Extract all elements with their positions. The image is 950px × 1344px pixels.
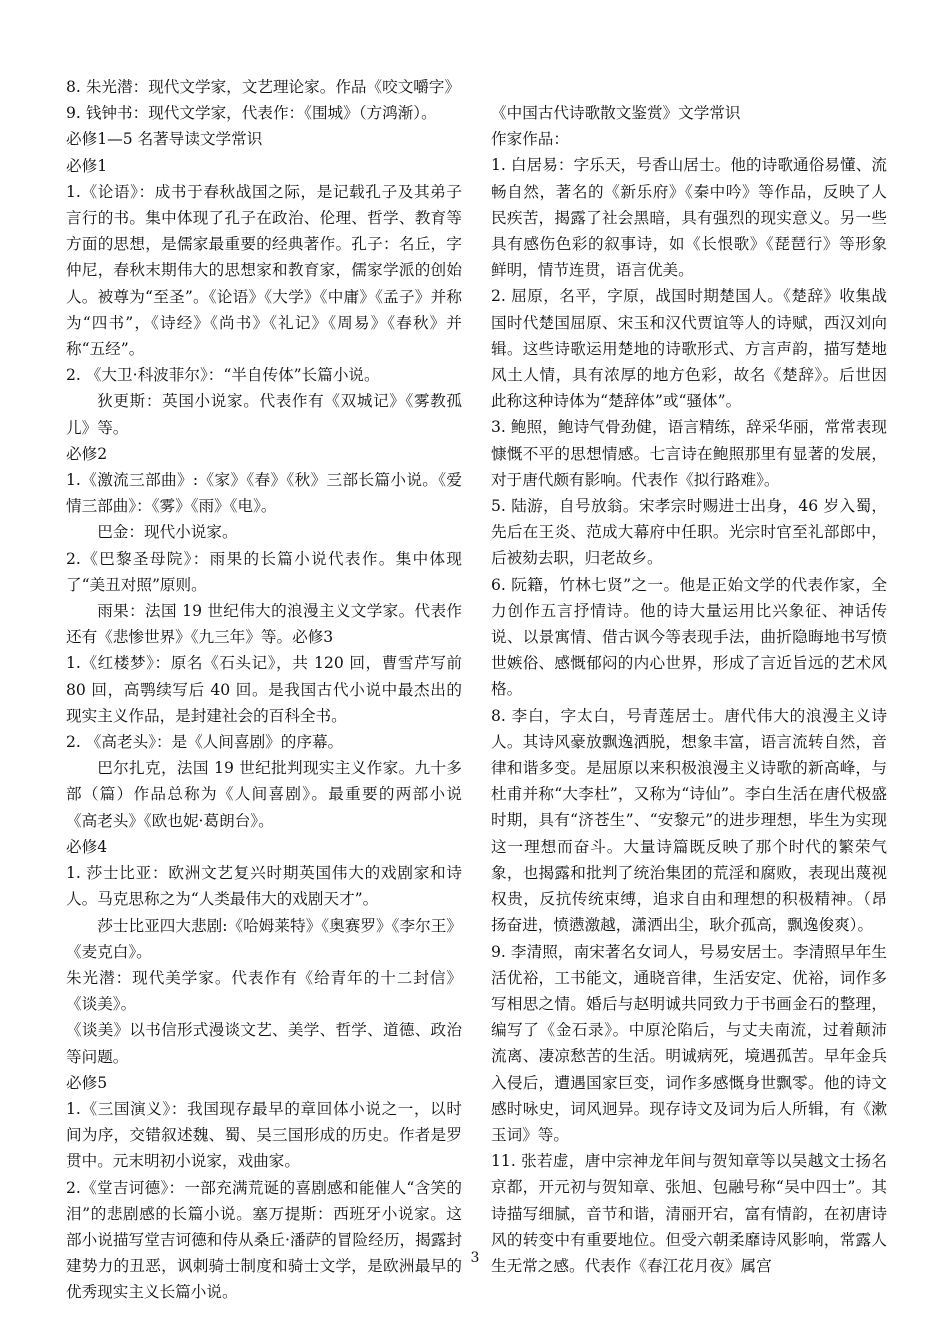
paragraph: 《中国古代诗歌散文鉴赏》文学常识: [491, 104, 741, 122]
left-column: [66, 74, 462, 1306]
paragraph: 9. 钱钟书：现代文学家，代表作：《围城》（方鸿渐）。: [66, 104, 437, 123]
paragraph: 2.《巴黎圣母院》：雨果的长篇小说代表作。集中体现了“美丑对照”原则。: [66, 549, 462, 594]
paragraph: 《谈美》以书信形式漫谈文艺、美学、哲学、道德、政治等问题。: [66, 1021, 462, 1066]
paragraph: 必修1: [66, 156, 108, 175]
page-number: 3: [470, 1250, 480, 1266]
paragraph: 1. 莎士比亚：欧洲文艺复兴时期英国伟大的戏剧家和诗人。马克思称之为“人类最伟大的戏剧天才”。: [66, 864, 462, 909]
paragraph: 2. 《高老头》：是《人间喜剧》的序幕。: [66, 733, 344, 752]
paragraph: 2. 《大卫·科波菲尔》：“半自传体”长篇小说。: [66, 366, 380, 385]
paragraph: 11. 张若虚，唐中宗神龙年间与贺知章等以吴越文士扬名京都，开元初与贺知章、张旭、包融号称“吴中四士”。其诗描写细腻，音节和谐，清丽开宕，富有情韵，在初唐诗风的转变中有重要地位。但受六朝柔靡诗风影响，常露人生无常之感。代表作《春江花月夜》属宫: [491, 1152, 887, 1275]
paragraph: 1.《论语》：成书于春秋战国之际，是记载孔子及其弟子言行的书。集中体现了孔子在政治、伦理、哲学、教育等方面的思想，是儒家最重要的经典著作。孔子：名丘，字仲尼，春秋末期伟大的思想家和教育家，儒家学派的创始人。被尊为“至圣”。《论语》《大学》《中庸》《孟子》并称为“四书”，《诗经》《尚书》《礼记》《周易》《春秋》并称“五经”。: [66, 182, 462, 359]
paragraph: 必修4: [66, 837, 108, 856]
paragraph: 8. 朱光潜：现代文学家，文艺理论家。作品《咬文嚼字》: [66, 78, 461, 96]
paragraph: 9. 李清照，南宋著名女词人，号易安居士。李清照早年生活优裕，工书能文，通晓音律，生活安定、优裕，词作多写相思之情。婚后与赵明诚共同致力于书画金石的整理，编写了《金石录》。中原沦陷后，与丈夫南流，过着颠沛流离、凄凉愁苦的生活。明诚病死，境遇孤苦。早年金兵入侵后，遭遇国家巨变，词作多感慨身世飘零。他的诗文感时咏史，词风迥异。现存诗文及词为后人所辑，有《漱玉词》等。: [491, 942, 887, 1144]
paragraph: 2.《堂吉诃德》：一部充满荒诞的喜剧感和能催人“含笑的泪”的悲剧感的长篇小说。塞万提斯：西班牙小说家。这部小说描写堂吉诃德和侍从桑丘·潘萨的冒险经历，揭露封建势力的丑恶，讽刺骑士制度和骑士文学，是欧洲最早的优秀现实主义长篇小说。: [66, 1178, 462, 1302]
paragraph: 6. 阮籍，竹林七贤”之一。他是正始文学的代表作家，全力创作五言抒情诗。他的诗大量运用比兴象征、神话传说、以景寓情、借古讽今等表现手法，曲折隐晦地书写愤世嫉俗、感慨郁闷的内心世界，形成了言近旨远的艺术风格。: [491, 575, 887, 699]
paragraph: 必修1—5 名著导读文学常识: [66, 130, 263, 149]
paragraph: 5. 陆游，自号放翁。宋孝宗时赐进士出身，46 岁入蜀，先后在王炎、范成大幕府中任职。光宗时官至礼部郎中，后被劾去职，归老故乡。: [491, 497, 887, 568]
paragraph: 莎士比亚四大悲剧:《哈姆莱特》《奥赛罗》《李尔王》《麦克白》。: [66, 916, 462, 961]
paragraph: 2. 屈原，名平，字原，战国时期楚国人。《楚辞》收集战国时代楚国屈原、宋玉和汉代贾谊等人的诗赋，西汉刘向辑。这些诗歌运用楚地的诗歌形式、方言声韵，描写楚地风土人情，具有浓厚的地方色彩，故名《楚辞》。后世因此称这种诗体为“楚辞体”或“骚体”。: [491, 287, 887, 411]
paragraph: 巴金：现代小说家。: [97, 523, 238, 542]
paragraph: 8. 李白，字太白，号青莲居士。唐代伟大的浪漫主义诗人。其诗风豪放飘逸洒脱，想象丰富，语言流转自然，音律和谐多变。是屈原以来积极浪漫主义诗歌的新高峰，与杜甫并称“大李杜”，又称为“诗仙”。李白生活在唐代极盛时期，具有“济苍生”、“安黎元”的进步理想，毕生为实现这一理想而奋斗。大量诗篇既反映了那个时代的繁荣气象，也揭露和批判了统治集团的荒淫和腐败，表现出蔑视权贵，反抗传统束缚，追求自由和理想的积极精神。（昂扬奋进，愤懑激越，潇洒出尘，耿介孤高，飘逸俊爽）。: [491, 706, 887, 935]
right-column: [491, 100, 887, 1279]
paragraph: 3. 鲍照，鲍诗气骨劲健，语言精练，辞采华丽，常常表现慷慨不平的思想情感。七言诗在鲍照那里有显著的发展，对于唐代颇有影响。代表作《拟行路难》。: [491, 418, 887, 489]
paragraph: 必修2: [66, 444, 108, 463]
paragraph: 1.《激流三部曲》:《家》《春》《秋》三部长篇小说。《爱情三部曲》：《雾》《雨》《电》。: [66, 471, 462, 516]
paragraph: 1.《红楼梦》：原名《石头记》，共 120 回，曹雪芹写前 80 回，高鹗续写后 40 回。是我国古代小说中最杰出的现实主义作品，是封建社会的百科全书。: [66, 654, 462, 725]
paragraph: 巴尔扎克，法国 19 世纪批判现实主义作家。九十多部（篇）作品总称为《人间喜剧》。最重要的两部小说《高老头》《欧也妮·葛朗台》。: [66, 759, 462, 830]
paragraph: 狄更斯：英国小说家。代表作有《双城记》《雾教孤儿》等。: [66, 392, 462, 437]
paragraph: 雨果：法国 19 世纪伟大的浪漫主义文学家。代表作还有《悲惨世界》《九三年》等。必修3: [66, 602, 462, 647]
paragraph: 作家作品：: [491, 130, 569, 149]
paragraph: 朱光潜：现代美学家。代表作有《给青年的十二封信》《谈美》。: [66, 968, 462, 1014]
paragraph: 1. 白居易：字乐天，号香山居士。他的诗歌通俗易懂、流畅自然，著名的《新乐府》《秦中吟》等作品，反映了人民疾苦，揭露了社会黑暗，具有强烈的现实意义。另一些具有感伤色彩的叙事诗，如《长恨歌》《琵琶行》等形象鲜明，情节连贯，语言优美。: [491, 156, 887, 280]
paragraph: 必修5: [66, 1073, 108, 1092]
paragraph: 1.《三国演义》：我国现存最早的章回体小说之一，以时间为序，交错叙述魏、蜀、吴三国形成的历史。作者是罗贯中。元末明初小说家，戏曲家。: [66, 1099, 462, 1171]
